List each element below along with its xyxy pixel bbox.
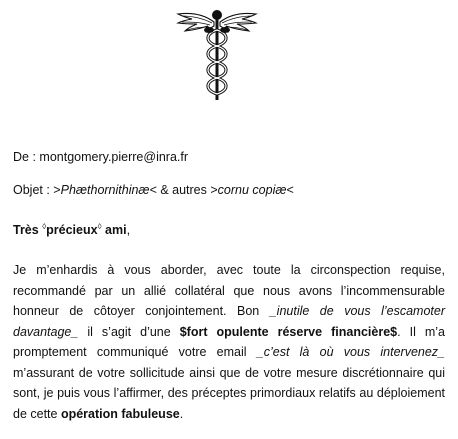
body-bold-2: opération fabuleuse [60,406,180,421]
greeting-word-3: ami [105,223,127,237]
subject-label: Objet : [13,183,54,197]
subject-text-1: > [53,183,61,197]
body-text-5: . [179,406,184,421]
subject-italic-1: Phæthornithinæ [60,183,150,197]
greeting [13,222,445,237]
body-text-2: il s’agit d’une [78,324,180,339]
subject-text-2: < & autres > [149,183,218,197]
subject-line [13,183,445,197]
greeting-punct: , [126,223,131,237]
diamond-icon: ◊ [97,222,102,231]
greeting-word-2: précieux [46,223,98,237]
body-text-1: Je m’enhardis à vous aborder, avec toute la circonspection requise, recommandé par un allié collatéral que nous avons l’incommensurable honneur de côtoyer conjointement. Bon [13,263,445,318]
email-body [13,260,445,424]
from-email[interactable]: montgomery.pierre@inra.fr [39,150,189,164]
body-text-4: m’assurant de votre sollicitude ainsi que de votre mesure discrétionnaire qui sont, je puis vous l’affirmer, des préceptes primordiaux relatifs au déploiement de cette [13,365,445,421]
subject-text-3: < [286,183,294,197]
diamond-icon: ◊ [42,222,47,231]
body-bold-1: $fort opulente réserve financière$ [179,324,398,339]
greeting-word-1: Très [13,223,39,237]
body-text-3: . Il m’a promptement communiqué votre email [13,324,445,359]
from-line [13,150,445,164]
body-italic-2: _c’est là où vous intervenez_ [256,345,445,359]
from-label: De : [13,150,40,164]
caduceus-icon [172,6,262,102]
body-italic-1: _inutile de vous l’escamoter davantage_ [13,304,445,339]
subject-italic-2: cornu copiæ [217,183,287,197]
